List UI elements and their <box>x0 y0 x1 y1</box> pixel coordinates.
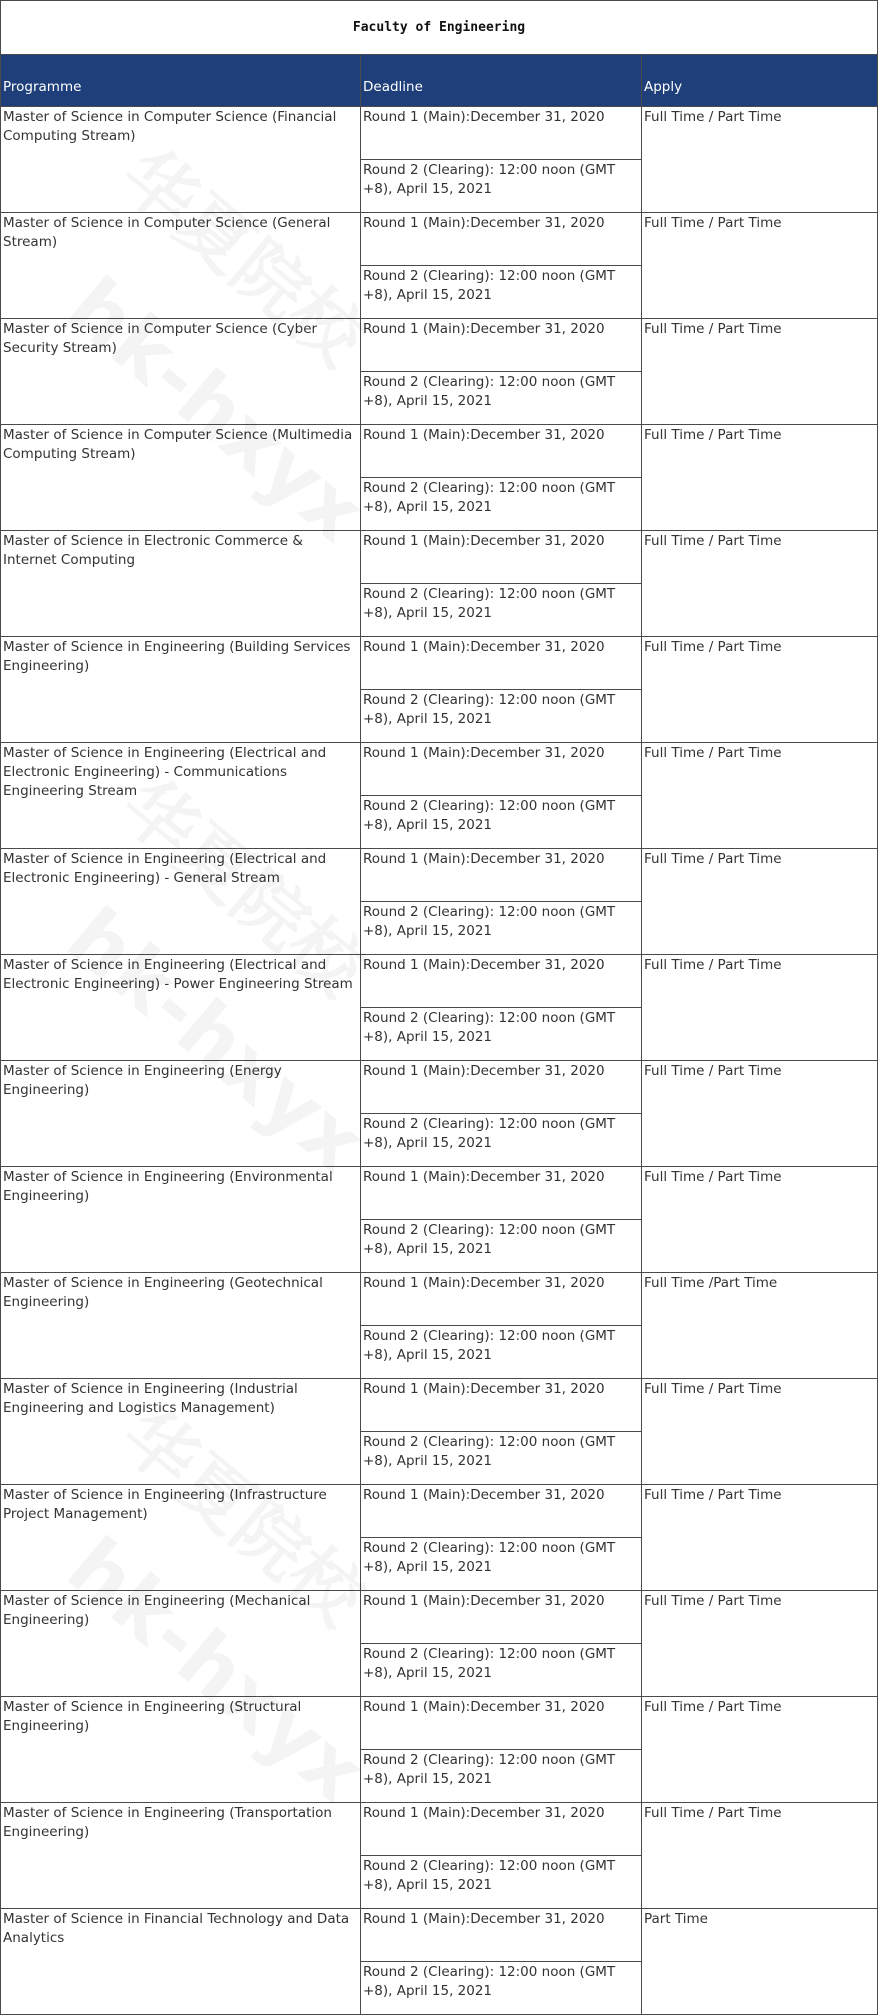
deadline-round-1: Round 1 (Main):December 31, 2020 <box>361 1697 642 1750</box>
apply-mode: Full Time / Part Time <box>642 849 878 955</box>
programme-name: Master of Science in Engineering (Structural Engineering) <box>1 1697 361 1803</box>
deadline-round-1: Round 1 (Main):December 31, 2020 <box>361 955 642 1008</box>
table-row <box>1 1485 878 1538</box>
programme-name: Master of Science in Engineering (Transportation Engineering) <box>1 1803 361 1909</box>
deadline-round-2: Round 2 (Clearing): 12:00 noon (GMT +8), April 15, 2021 <box>361 160 642 213</box>
apply-mode: Full Time / Part Time <box>642 955 878 1061</box>
apply-mode: Full Time / Part Time <box>642 531 878 637</box>
deadline-round-2: Round 2 (Clearing): 12:00 noon (GMT +8), April 15, 2021 <box>361 796 642 849</box>
programme-name: Master of Science in Engineering (Electrical and Electronic Engineering) - General Stream <box>1 849 361 955</box>
programme-name: Master of Science in Engineering (Electrical and Electronic Engineering) - Power Engineering Stream <box>1 955 361 1061</box>
apply-mode: Part Time <box>642 1909 878 2015</box>
deadline-round-2: Round 2 (Clearing): 12:00 noon (GMT +8), April 15, 2021 <box>361 478 642 531</box>
table-row <box>1 849 878 902</box>
programme-name: Master of Science in Financial Technology and Data Analytics <box>1 1909 361 2015</box>
table-row <box>1 213 878 266</box>
deadline-round-2: Round 2 (Clearing): 12:00 noon (GMT +8), April 15, 2021 <box>361 1326 642 1379</box>
deadline-round-1: Round 1 (Main):December 31, 2020 <box>361 1591 642 1644</box>
deadline-round-1: Round 1 (Main):December 31, 2020 <box>361 425 642 478</box>
header-apply: Apply <box>642 55 878 107</box>
apply-mode: Full Time /Part Time <box>642 1273 878 1379</box>
deadline-round-2: Round 2 (Clearing): 12:00 noon (GMT +8), April 15, 2021 <box>361 372 642 425</box>
table-row <box>1 637 878 690</box>
header-deadline: Deadline <box>361 55 642 107</box>
table-row <box>1 1803 878 1856</box>
apply-mode: Full Time / Part Time <box>642 1697 878 1803</box>
programme-name: Master of Science in Computer Science (General Stream) <box>1 213 361 319</box>
deadline-round-2: Round 2 (Clearing): 12:00 noon (GMT +8), April 15, 2021 <box>361 1856 642 1909</box>
table-row <box>1 955 878 1008</box>
deadline-round-1: Round 1 (Main):December 31, 2020 <box>361 1061 642 1114</box>
apply-mode: Full Time / Part Time <box>642 1379 878 1485</box>
table-row <box>1 531 878 584</box>
programme-name: Master of Science in Engineering (Infrastructure Project Management) <box>1 1485 361 1591</box>
apply-mode: Full Time / Part Time <box>642 743 878 849</box>
table-row <box>1 425 878 478</box>
programme-name: Master of Science in Engineering (Environmental Engineering) <box>1 1167 361 1273</box>
table-row <box>1 1273 878 1326</box>
apply-mode: Full Time / Part Time <box>642 319 878 425</box>
apply-mode: Full Time / Part Time <box>642 107 878 213</box>
deadline-round-2: Round 2 (Clearing): 12:00 noon (GMT +8), April 15, 2021 <box>361 1114 642 1167</box>
table-header-row <box>1 55 878 107</box>
apply-mode: Full Time / Part Time <box>642 1061 878 1167</box>
table-row <box>1 107 878 160</box>
programme-name: Master of Science in Engineering (Building Services Engineering) <box>1 637 361 743</box>
deadline-round-1: Round 1 (Main):December 31, 2020 <box>361 1379 642 1432</box>
table-row <box>1 1061 878 1114</box>
deadline-round-1: Round 1 (Main):December 31, 2020 <box>361 107 642 160</box>
deadline-round-2: Round 2 (Clearing): 12:00 noon (GMT +8), April 15, 2021 <box>361 1008 642 1061</box>
programme-name: Master of Science in Electronic Commerce & Internet Computing <box>1 531 361 637</box>
deadline-round-2: Round 2 (Clearing): 12:00 noon (GMT +8), April 15, 2021 <box>361 1750 642 1803</box>
deadline-round-1: Round 1 (Main):December 31, 2020 <box>361 1909 642 1962</box>
table-title: Faculty of Engineering <box>1 1 878 55</box>
programme-name: Master of Science in Computer Science (Cyber Security Stream) <box>1 319 361 425</box>
table-row <box>1 319 878 372</box>
deadline-round-1: Round 1 (Main):December 31, 2020 <box>361 743 642 796</box>
deadline-round-2: Round 2 (Clearing): 12:00 noon (GMT +8), April 15, 2021 <box>361 1220 642 1273</box>
programme-name: Master of Science in Engineering (Geotechnical Engineering) <box>1 1273 361 1379</box>
deadline-round-1: Round 1 (Main):December 31, 2020 <box>361 213 642 266</box>
deadline-round-1: Round 1 (Main):December 31, 2020 <box>361 319 642 372</box>
table-row <box>1 1591 878 1644</box>
deadline-round-2: Round 2 (Clearing): 12:00 noon (GMT +8), April 15, 2021 <box>361 266 642 319</box>
deadline-round-1: Round 1 (Main):December 31, 2020 <box>361 531 642 584</box>
header-programme: Programme <box>1 55 361 107</box>
table-row <box>1 1167 878 1220</box>
deadline-round-2: Round 2 (Clearing): 12:00 noon (GMT +8), April 15, 2021 <box>361 1538 642 1591</box>
table-row <box>1 1909 878 1962</box>
programme-name: Master of Science in Computer Science (Financial Computing Stream) <box>1 107 361 213</box>
deadline-round-2: Round 2 (Clearing): 12:00 noon (GMT +8), April 15, 2021 <box>361 902 642 955</box>
deadline-round-2: Round 2 (Clearing): 12:00 noon (GMT +8), April 15, 2021 <box>361 1962 642 2015</box>
deadline-round-1: Round 1 (Main):December 31, 2020 <box>361 1167 642 1220</box>
deadline-round-1: Round 1 (Main):December 31, 2020 <box>361 1273 642 1326</box>
apply-mode: Full Time / Part Time <box>642 425 878 531</box>
deadline-round-2: Round 2 (Clearing): 12:00 noon (GMT +8), April 15, 2021 <box>361 1644 642 1697</box>
programme-name: Master of Science in Engineering (Electrical and Electronic Engineering) - Communications Engineering Stream <box>1 743 361 849</box>
apply-mode: Full Time / Part Time <box>642 1803 878 1909</box>
apply-mode: Full Time / Part Time <box>642 1591 878 1697</box>
apply-mode: Full Time / Part Time <box>642 213 878 319</box>
programme-name: Master of Science in Engineering (Industrial Engineering and Logistics Management) <box>1 1379 361 1485</box>
deadline-round-1: Round 1 (Main):December 31, 2020 <box>361 1803 642 1856</box>
apply-mode: Full Time / Part Time <box>642 637 878 743</box>
deadline-round-1: Round 1 (Main):December 31, 2020 <box>361 1485 642 1538</box>
table-row <box>1 743 878 796</box>
table-row <box>1 1379 878 1432</box>
programme-name: Master of Science in Engineering (Energy Engineering) <box>1 1061 361 1167</box>
programme-name: Master of Science in Computer Science (Multimedia Computing Stream) <box>1 425 361 531</box>
deadline-round-2: Round 2 (Clearing): 12:00 noon (GMT +8), April 15, 2021 <box>361 584 642 637</box>
table-row <box>1 1697 878 1750</box>
apply-mode: Full Time / Part Time <box>642 1485 878 1591</box>
deadline-round-2: Round 2 (Clearing): 12:00 noon (GMT +8), April 15, 2021 <box>361 690 642 743</box>
deadline-round-2: Round 2 (Clearing): 12:00 noon (GMT +8), April 15, 2021 <box>361 1432 642 1485</box>
apply-mode: Full Time / Part Time <box>642 1167 878 1273</box>
deadline-round-1: Round 1 (Main):December 31, 2020 <box>361 849 642 902</box>
deadline-round-1: Round 1 (Main):December 31, 2020 <box>361 637 642 690</box>
programme-name: Master of Science in Engineering (Mechanical Engineering) <box>1 1591 361 1697</box>
